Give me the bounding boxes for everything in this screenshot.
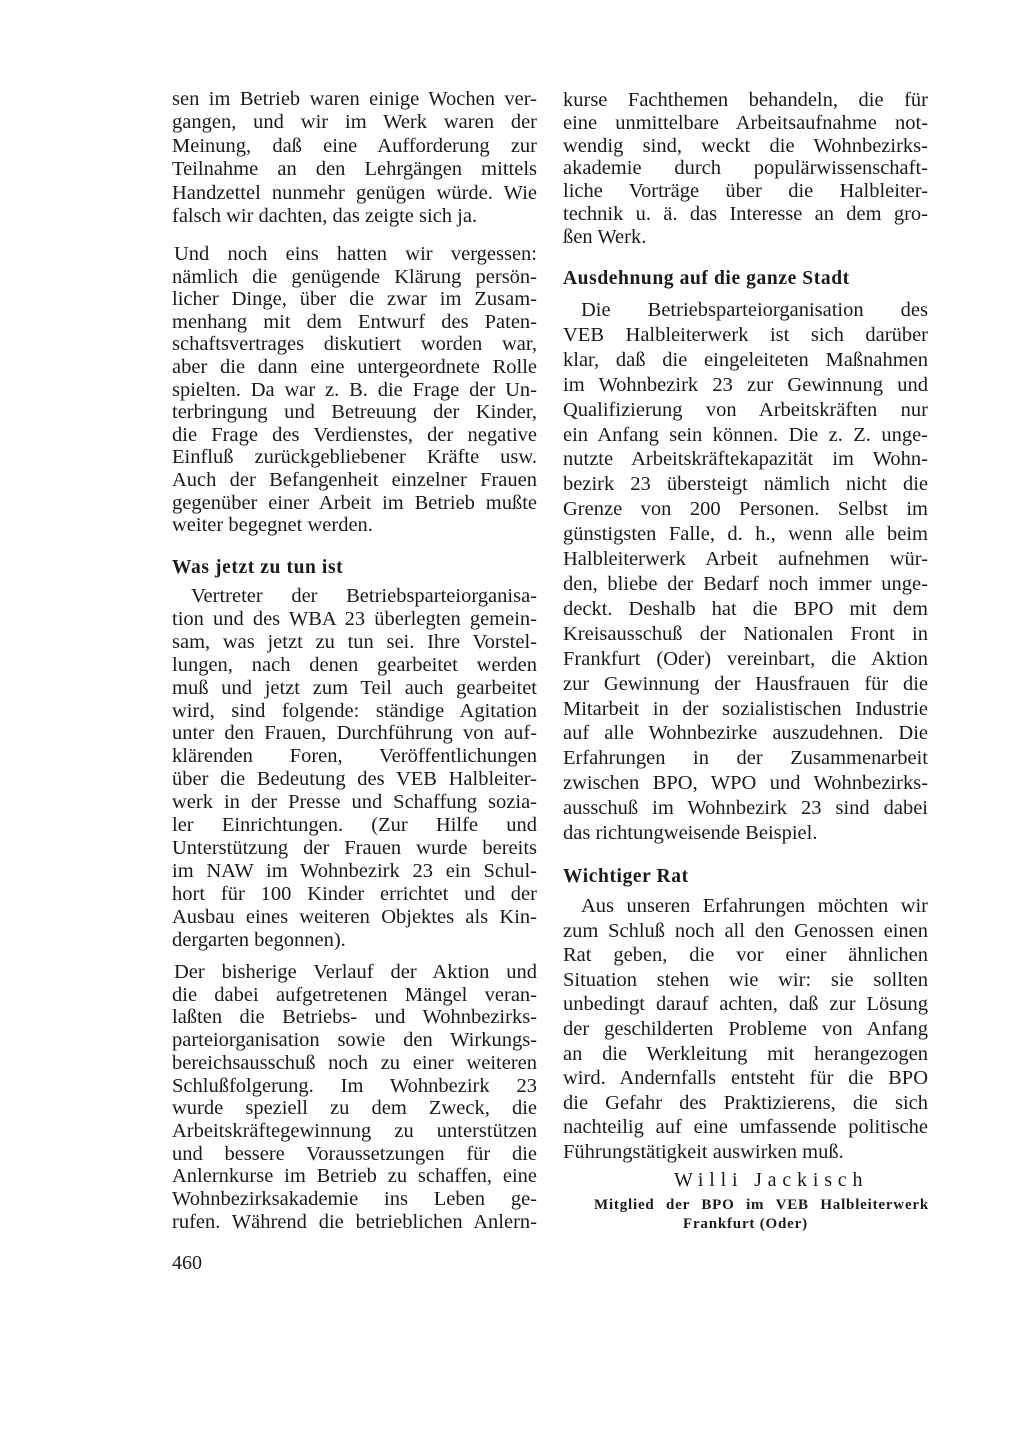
page-number: 460 [172,1252,202,1274]
text-line: wird. Andernfalls entsteht für die BPO [563,1067,928,1090]
text-line: zum Schluß noch all den Genossen einen [563,919,928,942]
text-line: dergarten begonnen). [172,928,346,951]
text-line: tion und des WBA 23 überlegten gemein- [172,607,537,630]
text-line: Arbeitskräftegewinnung zu unterstützen [172,1119,537,1142]
text-line: liche Vorträge über die Halbleiter- [563,180,928,203]
text-line: licher Dinge, über die zwar im Zusam- [172,288,537,311]
text-line: das richtungweisende Beispiel. [563,822,818,845]
text-line: Vertreter der Betriebsparteiorganisa- [191,585,537,607]
text-line: eine unmittelbare Arbeitsaufnahme not- [563,111,928,134]
text-line: Grenze von 200 Personen. Selbst im [563,498,928,521]
text-line: Der bisherige Verlauf der Aktion und [174,961,537,983]
text-line: parteiorganisation sowie den Wirkungs- [172,1029,537,1052]
author-affiliation: Mitglied der BPO im VEB Halbleiterwerk [594,1197,929,1213]
paragraph [172,88,537,228]
text-line: klärenden Foren, Veröffentlichungen [172,745,537,768]
text-line: gangen, und wir im Werk waren der [172,111,537,134]
text-line: kurse Fachthemen behandeln, die für [563,89,928,111]
text-line: Handzettel nunmehr genügen würde. Wie [172,181,537,204]
text-line: Aus unseren Erfahrungen möchten wir [581,895,928,917]
text-line: ßen Werk. [563,225,647,248]
text-line: rufen. Während die betrieblichen Anlern- [172,1210,537,1233]
text-line: Die Betriebsparteiorganisation des [581,299,928,321]
text-line: Schlußfolgerung. Im Wohnbezirk 23 [172,1074,537,1097]
text-line: nachteilig auf eine umfassende politische [563,1116,928,1139]
text-line: schaftsvertrages diskutiert worden war, [172,333,537,356]
text-line: Erfahrungen in der Zusammenarbeit [563,747,928,770]
text-line: ein Anfang sein können. Die z. Z. unge- [563,423,928,446]
text-line: zur Gewinnung der Hausfrauen für die [563,672,928,695]
text-line: VEB Halbleiterwerk ist sich darüber [563,323,928,346]
text-line: nämlich die genügende Klärung persön- [172,265,537,288]
paragraph [172,585,537,952]
text-line: die dabei aufgetretenen Mängel veran- [172,983,537,1006]
text-line: muß und jetzt zum Teil auch gearbeitet [172,676,537,699]
section-heading: Wichtiger Rat [563,866,689,887]
text-line: Einfluß zurückgebliebener Kräfte usw. [172,446,537,469]
text-line: auf alle Wohnbezirke auszudehnen. Die [563,722,928,745]
text-line: die Frage des Verdienstes, der negative [172,423,537,446]
text-line: über die Bedeutung des VEB Halbleiter- [172,768,537,791]
text-line: akademie durch populärwissenschaft- [563,157,928,180]
paragraph [563,298,928,846]
text-line: werk in der Presse und Schaffung sozia- [172,791,537,814]
text-line: Kreisausschuß der Nationalen Front in [563,622,928,645]
text-line: Meinung, daß eine Aufforderung zur [172,134,537,157]
text-line: weiter begegnet werden. [172,514,373,537]
paragraph [172,243,537,537]
text-line: an die Werkleitung mit herangezogen [563,1042,928,1065]
text-line: Auch der Befangenheit einzelner Frauen [172,468,537,491]
paragraph [563,89,928,249]
text-line: ler Einrichtungen. (Zur Hilfe und [172,814,537,837]
text-line: Frankfurt (Oder) vereinbart, die Aktion [563,647,928,670]
text-line: menhang mit dem Entwurf des Paten- [172,310,537,333]
text-line: zwischen BPO, WPO und Wohnbezirks- [563,772,928,795]
text-line: Situation stehen wie wir: sie sollten [563,968,928,991]
text-line: bereichsausschuß noch zu einer weiteren [172,1051,537,1074]
text-line: im NAW im Wohnbezirk 23 ein Schul- [172,859,537,882]
author-name: Willi Jackisch [674,1169,869,1191]
text-line: unter den Frauen, Durchführung von auf- [172,722,537,745]
text-line: der geschilderten Probleme von Anfang [563,1017,928,1040]
text-line: ausschuß im Wohnbezirk 23 sind dabei [563,797,928,820]
text-line: technik u. ä. das Interesse an dem gro- [563,202,928,225]
text-line: Und noch eins hatten wir vergessen: [174,243,537,265]
text-line: deckt. Deshalb hat die BPO mit dem [563,597,928,620]
text-line: lungen, nach denen gearbeitet werden [172,653,537,676]
text-line: nutzte Arbeitskräftekapazität im Wohn- [563,448,928,471]
text-line: bezirk 23 übersteigt nämlich nicht die [563,473,928,496]
text-line: sen im Betrieb waren einige Wochen ver- [172,88,537,110]
text-line: terbringung und Betreuung der Kinder, [172,401,537,424]
text-line: und bessere Voraussetzungen für die [172,1142,537,1165]
text-line: Mitarbeit in der sozialistischen Industrie [563,697,928,720]
text-line: Rat geben, die vor einer ähnlichen [563,944,928,967]
text-line: Unterstützung der Frauen wurde bereits [172,836,537,859]
paragraph [563,894,928,1165]
text-line: den, bliebe der Bedarf noch immer unge- [563,572,928,595]
text-line: falsch wir dachten, das zeigte sich ja. [172,205,478,228]
text-line: sam, was jetzt zu tun sei. Ihre Vorstel- [172,630,537,653]
section-heading: Was jetzt zu tun ist [172,557,344,578]
text-line: wurde speziell zu dem Zweck, die [172,1097,537,1120]
text-line: Teilnahme an den Lehrgängen mittels [172,158,537,181]
text-line: hort für 100 Kinder errichtet und der [172,882,537,905]
text-line: wird, sind folgende: ständige Agitation [172,699,537,722]
text-line: im Wohnbezirk 23 zur Gewinnung und [563,373,928,396]
text-line: klar, daß die eingeleiteten Maßnahmen [563,348,928,371]
text-line: Ausbau eines weiteren Objektes als Kin- [172,905,537,928]
text-line: unbedingt darauf achten, daß zur Lösung [563,993,928,1016]
text-line: Führungstätigkeit auswirken muß. [563,1140,844,1163]
text-line: Halbleiterwerk Arbeit aufnehmen wür- [563,548,928,571]
author-location: Frankfurt (Oder) [683,1216,808,1232]
text-line: spielten. Da war z. B. die Frage der Un- [172,378,537,401]
paragraph [172,961,537,1233]
text-line: Qualifizierung von Arbeitskräften nur [563,398,928,421]
text-line: wendig sind, weckt die Wohnbezirks- [563,134,928,157]
text-line: aber die dann eine untergeordnete Rolle [172,355,537,378]
text-line: Wohnbezirksakademie ins Leben ge- [172,1188,537,1211]
text-line: die Gefahr des Praktizierens, die sich [563,1091,928,1114]
text-line: gegenüber einer Arbeit im Betrieb mußte [172,491,537,514]
text-line: Anlernkurse im Betrieb zu schaffen, eine [172,1165,537,1188]
text-line: günstigsten Falle, d. h., wenn alle beim [563,523,928,546]
text-line: laßten die Betriebs- und Wohnbezirks- [172,1006,537,1029]
section-heading: Ausdehnung auf die ganze Stadt [563,268,850,289]
